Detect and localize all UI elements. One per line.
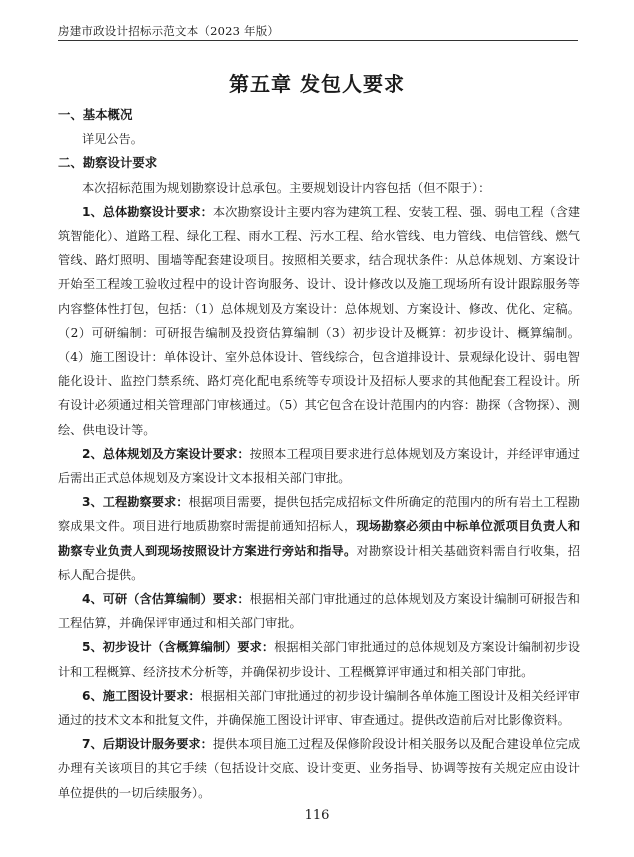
survey-item-1-text: 本次勘察设计主要内容为建筑工程、安装工程、强、弱电工程（含建筑智能化）、道路工程、绿化工程、雨水工程、污水工程、给水管线、电力管线、电信管线、燃气管线、路灯照明、围墙等配套建设项目。按照相关要求，结合现状条件：从总体规划、方案设计开始至工程竣工验收过程中的设计咨询服务、设计、设计修改以及施工现场所有设计跟踪服务等内容整体性打包，包括：（1）总体规划及方案设计：总体规划、方案设计、修改、优化、定稿。（2）可研编制：可研报告编制及投资估算编制（3）初步设计及概算：初步设计、概算编制。（4）施工图设计：单体设计、室外总体设计、管线综合，包含道排设计、景观绿化设计、弱电智能化设计、监控门禁系统、路灯亮化配电系统等专项设计及招标人要求的其他配套工程设计。所有设计必须通过相关管理部门审核通过。（5）其它包含在设计范围内的内容：勘探（含物探）、测绘、供电设计等。 <box>58 204 581 437</box>
survey-item-2-text: 按照本工程项目要求进行总体规划及方案设计，并经评审通过后需出正式总体规划及方案设计文本报相关部门审批。 <box>58 446 580 486</box>
page-number: 116 <box>304 808 330 823</box>
survey-item-7-text: 提供本项目施工过程及保修阶段设计相关服务以及配合建设单位完成办理有关该项目的其它手续（包括设计交底、设计变更、业务指导、协调等按有关规定应由设计单位提供的一切后续服务）。 <box>58 737 581 800</box>
survey-item-7-label: 7、后期设计服务要求： <box>82 737 213 752</box>
section-heading-survey: 二、勘察设计要求 <box>58 155 158 171</box>
survey-intro: 本次招标范围为规划勘察设计总承包。主要规划设计内容包括（但不限于）： <box>82 180 491 195</box>
section-heading-basic: 一、基本概况 <box>58 107 133 122</box>
survey-item-3-label: 3、工程勘察要求： <box>82 495 189 510</box>
survey-item-7 <box>58 732 580 805</box>
survey-item-3-text-after: 对勘察设计相关基础资料需自行收集，招标人配合提供。 <box>58 543 581 582</box>
survey-item-5 <box>58 635 580 683</box>
survey-item-2 <box>58 442 580 490</box>
survey-item-1-label: 1、总体勘察设计要求： <box>82 204 213 219</box>
survey-item-1 <box>58 200 580 442</box>
survey-item-3-text-before: 根据项目需要，提供包括完成招标文件所确定的范围内的所有岩土工程勘察成果文件。项目进行地质勘察时需提前通知招标人， <box>58 495 580 534</box>
survey-item-2-label: 2、总体规划及方案设计要求： <box>82 446 250 461</box>
survey-item-4-label: 4、可研（含估算编制）要求： <box>82 592 250 607</box>
survey-item-6-label: 6、施工图设计要求： <box>82 688 201 703</box>
header-rule <box>58 40 578 41</box>
survey-item-6 <box>58 684 580 732</box>
survey-item-4-text: 根据相关部门审批通过的总体规划及方案设计编制可研报告和工程估算，并确保评审通过和相关部门审批。 <box>58 592 580 631</box>
running-header: 房建市政设计招标示范文本（2023 年版） <box>58 24 280 38</box>
document-body <box>58 103 580 805</box>
survey-item-3 <box>58 490 580 587</box>
survey-item-5-text: 根据相关部门审批通过的总体规划及方案设计编制初步设计和工程概算、经济技术分析等，并确保初步设计、工程概算评审通过和相关部门审批。 <box>58 640 581 679</box>
survey-item-4 <box>58 587 580 635</box>
survey-item-3-bold-text: 现场勘察必须由中标单位派项目负责人和勘察专业负责人到现场按照设计方案进行旁站和指导。 <box>58 519 581 558</box>
survey-item-6-text: 根据相关部门审批通过的初步设计编制各单体施工图设计及相关经评审通过的技术文本和批复文件，并确保施工图设计评审、审查通过。提供改造前后对比影像资料。 <box>58 688 580 728</box>
survey-item-5-label: 5、初步设计（含概算编制）要求： <box>82 640 275 655</box>
chapter-title: 第五章 发包人要求 <box>229 72 405 96</box>
section-text-basic: 详见公告。 <box>82 132 143 147</box>
